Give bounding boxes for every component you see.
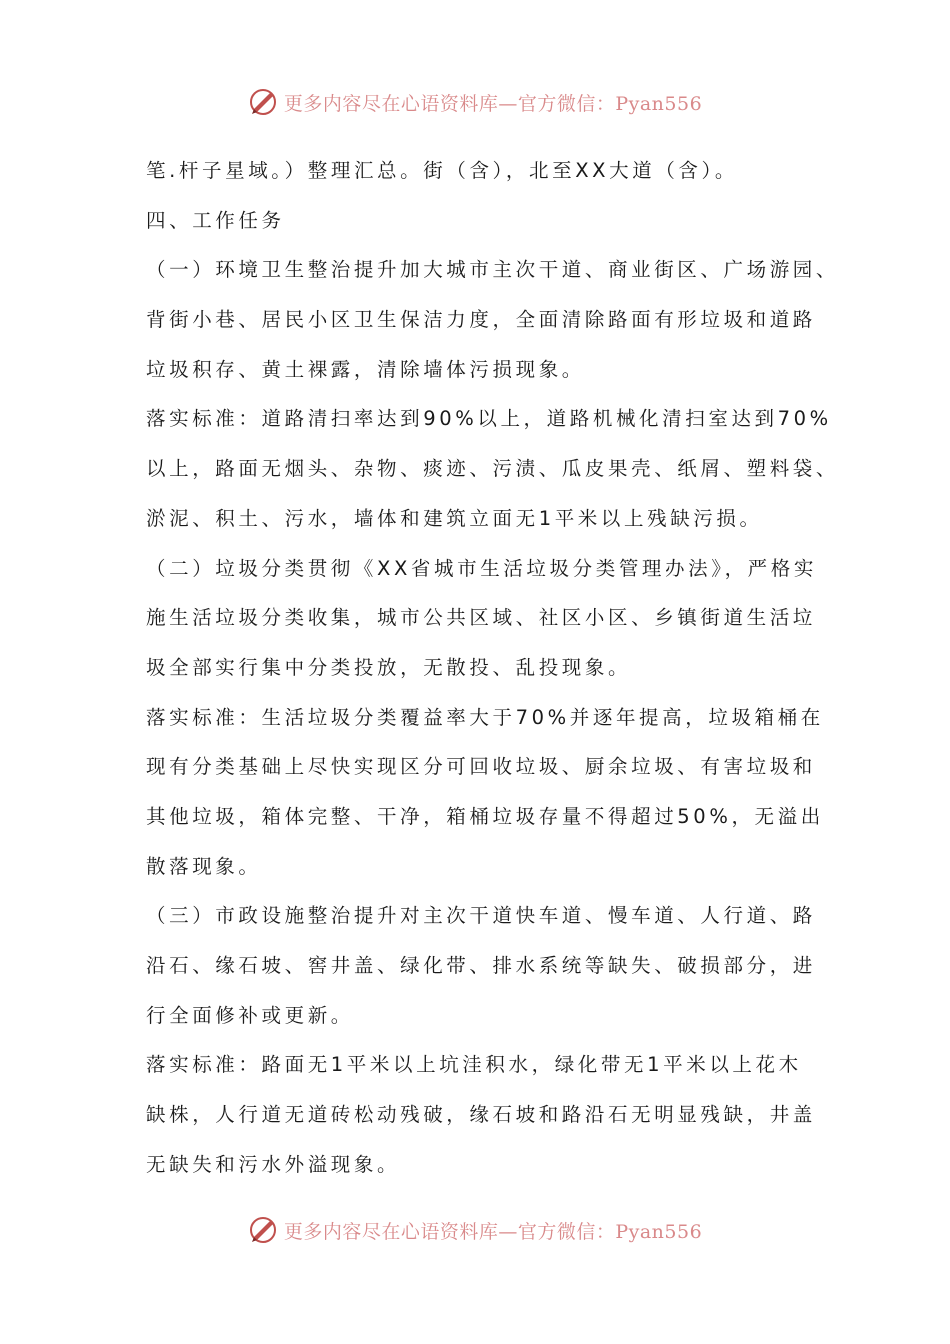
body-line: （一）环境卫生整治提升加大城市主次干道、商业街区、广场游园、 <box>146 258 840 282</box>
watermark-text: 更多内容尽在心语资料库—官方微信：Pyan556 <box>283 92 703 115</box>
document-body <box>146 146 840 1189</box>
body-line: 垃圾积存、黄土裸露，清除墙体污损现象。 <box>146 357 585 381</box>
pen-logo-icon <box>248 1215 278 1245</box>
body-line: 缺株，人行道无道砖松动残破，缘石坡和路沿石无明显残缺，井盖 <box>146 1103 816 1127</box>
body-line: 落实标准：生活垃圾分类覆益率大于70%并逐年提高，垃圾箱桶在 <box>146 705 824 729</box>
body-line: 圾全部实行集中分类投放，无散投、乱投现象。 <box>146 655 632 679</box>
section-heading: 四、工作任务 <box>146 208 285 232</box>
body-line: 无缺失和污水外溢现象。 <box>146 1152 401 1176</box>
pen-logo-icon <box>248 87 278 117</box>
body-line: 其他垃圾，箱体完整、干净，箱桶垃圾存量不得超过50%，无溢出 <box>146 804 824 828</box>
body-line: （三）市政设施整治提升对主次干道快车道、慢车道、人行道、路 <box>146 904 816 928</box>
footer-watermark-banner <box>0 1210 950 1250</box>
body-line: 行全面修补或更新。 <box>146 1003 354 1027</box>
body-line: 落实标准：道路清扫率达到90%以上，道路机械化清扫室达到70% <box>146 407 832 431</box>
header-watermark-banner <box>0 82 950 122</box>
body-line: 散落现象。 <box>146 854 262 878</box>
body-line: 背街小巷、居民小区卫生保洁力度，全面清除路面有形垃圾和道路 <box>146 308 816 332</box>
body-line: 笔.杆子星域。）整理汇总。街（含），北至XX大道（含）。 <box>146 159 738 182</box>
body-line: 现有分类基础上尽快实现区分可回收垃圾、厨余垃圾、有害垃圾和 <box>146 755 816 779</box>
body-line: 淤泥、积土、污水，墙体和建筑立面无1平米以上残缺污损。 <box>146 506 763 530</box>
body-line: 落实标准：路面无1平米以上坑洼积水，绿化带无1平米以上花木 <box>146 1053 802 1077</box>
watermark-text: 更多内容尽在心语资料库—官方微信：Pyan556 <box>283 1220 703 1243</box>
body-line: （二）垃圾分类贯彻《XX省城市生活垃圾分类管理办法》，严格实 <box>146 556 817 580</box>
body-line: 以上，路面无烟头、杂物、痰迹、污渍、瓜皮果壳、纸屑、塑料袋、 <box>146 457 840 481</box>
body-line: 施生活垃圾分类收集，城市公共区域、社区小区、乡镇街道生活垃 <box>146 606 816 630</box>
body-line: 沿石、缘石坡、窖井盖、绿化带、排水系统等缺失、破损部分，进 <box>146 954 816 977</box>
